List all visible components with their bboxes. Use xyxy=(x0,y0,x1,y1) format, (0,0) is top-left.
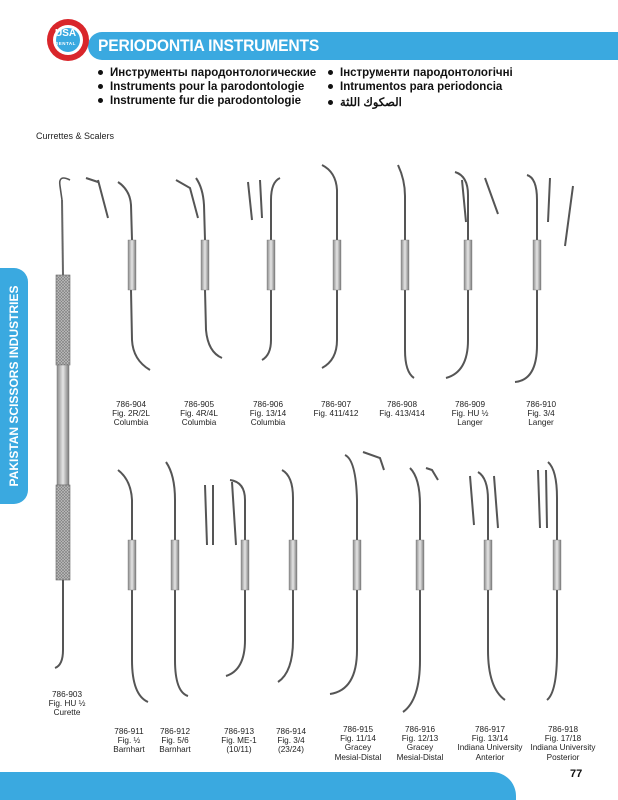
caption-786-914: 786-914 Fig. 3/4 (23/24) xyxy=(275,727,307,755)
page-number: 77 xyxy=(570,768,583,780)
caption-786-905: 786-905 Fig. 4R/4L Columbia xyxy=(180,400,218,428)
language-line-uk: Інструменти пародонтологічні xyxy=(328,67,513,79)
caption-786-915: 786-915 Fig. 11/14 Gracey Mesial-Distal xyxy=(334,725,382,762)
caption-786-907: 786-907 Fig. 411/412 xyxy=(313,400,359,419)
footer-bar xyxy=(0,772,516,800)
caption-786-910: 786-910 Fig. 3/4 Langer xyxy=(525,400,557,428)
language-line-de: Instrumente fur die parodontologie xyxy=(98,95,301,107)
caption-786-904: 786-904 Fig. 2R/2L Columbia xyxy=(112,400,150,428)
page-title: PERIODONTIA INSTRUMENTS xyxy=(98,36,320,55)
language-line-fr: Instruments pour la parodontologie xyxy=(98,81,304,93)
caption-786-913: 786-913 Fig. ME-1 (10/11) xyxy=(221,727,257,755)
caption-786-903: 786-903 Fig. HU ½ Curette xyxy=(48,690,86,718)
caption-786-908: 786-908 Fig. 413/414 xyxy=(379,400,425,419)
language-line-ar: الصكوك اللثة xyxy=(328,95,402,109)
logo-text-bottom: DENTAL xyxy=(55,41,76,46)
language-line-es: Intrumentos para periodoncia xyxy=(328,81,502,93)
caption-786-911: 786-911 Fig. ½ Barnhart xyxy=(113,727,145,755)
caption-786-912: 786-912 Fig. 5/6 Barnhart xyxy=(159,727,191,755)
caption-786-916: 786-916 Fig. 12/13 Gracey Mesial-Distal xyxy=(396,725,444,762)
caption-786-909: 786-909 Fig. HU ½ Langer xyxy=(451,400,489,428)
section-label: Currettes & Scalers xyxy=(36,131,115,141)
caption-786-906: 786-906 Fig. 13/14 Columbia xyxy=(249,400,287,428)
language-line-ru: Инструменты пародонтологические xyxy=(98,67,316,79)
logo-text-top: USA xyxy=(55,28,77,39)
caption-786-918: 786-918 Fig. 17/18 Indiana University Posterior xyxy=(530,725,596,762)
company-name: PAKISTAN SCISSORS INDUSTRIES xyxy=(7,285,21,487)
instrument-786-903 xyxy=(55,178,70,668)
caption-786-917: 786-917 Fig. 13/14 Indiana University Anterior xyxy=(457,725,523,762)
